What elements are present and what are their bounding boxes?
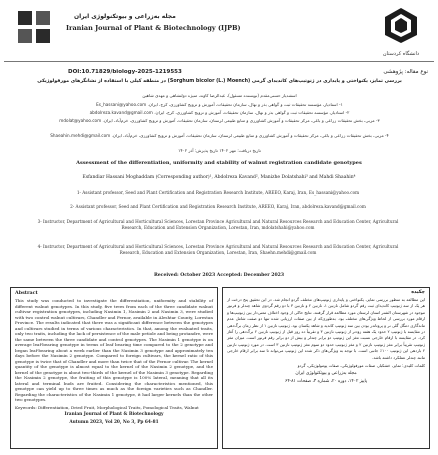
en-affiliation: 2- Assistant professor, Seed and Plant Certification and Registration Research Institute, AREEO, Karaj, Iran, abdolreza.kavand@gmail.com <box>70 204 366 209</box>
fa-dates: تاریخ دریافت: مهر ۱۴۰۲ تاریخ پذیرش: آذر ۱۴۰۲ <box>178 148 261 153</box>
abstract-en-box <box>10 287 218 449</box>
university-emblem-icon <box>381 5 421 45</box>
abstract-en-heading: Abstract <box>15 290 38 296</box>
abstract-fa-citation-issue: پاییز ۱۴۰۲، دوره ۲۰، شماره ۳، صفحات ۸۱-۶۴ <box>285 379 367 385</box>
en-authors: Esfandiar Hassani Moghaddam (Corresponding author)¹, Abdolreza Kavand², Manizhe Dolatshahi³ and Mahdi Shaahin⁴ <box>82 175 356 180</box>
abstract-en-citation-journal: Iranian Journal of Plant & Biotechnology <box>64 412 164 417</box>
abstract-en-keywords: Keywords: Differentiation, Dried Fruit, Morphological Traits, Pomological Traits, Walnut <box>15 404 199 410</box>
fa-affiliation: ۴- مربی، بخش تحقیقات زراعی و باغی، مرکز تحقیقات و آموزش کشاورزی و منابع طبیعی لرستان، سازمان تحقیقات، آموزش و ترویج کشاورزی، خرم‌آباد، ایران. Shaeahin.mehdi@gmail.com <box>50 133 389 138</box>
university-caption: دانشگاه کردستان <box>382 51 420 57</box>
doi: DOI:10.71829/biology-2025-1219553 <box>68 69 182 75</box>
abstract-fa-citation-journal: مجله به‌زراعی و بیوتکنولوژی ایران <box>295 371 357 377</box>
journal-header <box>4 3 434 61</box>
en-title: Assessment of the differentiation, uniformity and stability of walnut registration candidate genotypes <box>76 160 362 166</box>
header-divider <box>4 61 434 62</box>
abstract-fa-box <box>222 287 430 449</box>
journal-logo <box>18 11 52 45</box>
fa-affiliation: ۲- استادیار، مؤسسه تحقیقات ثبت و گواهی بذر و نهال، سازمان تحقیقات، آموزش و ترویج کشاورزی، کرج، ایران. abdolreza.kavand@gmail.com <box>89 110 350 115</box>
abstract-fa-heading: چکیده <box>411 290 425 295</box>
abstract-en-citation-issue: Autumn 2023, Vol 20, No 3, Pp 64-81 <box>69 420 159 425</box>
abstract-en-body: This study was conducted to investigate the differentiation, uniformity and stability of different walnut genotypes. In this study, five trees from each of the three candidate walnut cultivar registration genotypes, including Nasimin 1, Nasimin 2 and Nasimin 3, were studied with two control walnut cultivars, Chandler and Fernor, available in Aleshtar County, Lorestan Province. The results indicated that there was a significant difference between the genotypes and cultivars studied in terms of various characteristics. In that, among the evaluated traits, only two traits, including the lack of persistence of the male petiole and being protandre, were the same between the three candidate and control genotypes. The Nasimin 1 genotype is on average leaf-bearing genotype in terms of leaf bearing time compared to the 2 genotype and began leaf-bearing about a week earlier than the Nasimin 3 genotype and approximately ten days before the Nasimin 2 genotype. Compared to foreign cultivars, the kernel ratio of this genotype is twice that of Chandler and more than twice that of the Fernor cultivar. The kernel quantity of the genotype is almost equal to the kernel of the Nasimin 2 genotype, and the kernel of the genotype is about two-thirds of the kernel of the Nasimin 3 genotype. Regarding the Nasimin 2 genotype, the fruiting of this genotype is 100% lateral, meaning that all its lateral and terminal buds are fruited. Considering the characteristics mentioned, this genotype can yield up to three times as much as the foreign varieties such as Chandler. Regarding the characteristics of the Nasimin 1 genotype, it had larger kernels than the other two genotypes. <box>15 298 213 402</box>
fa-affiliation: ۱- استادیار، مؤسسه تحقیقات ثبت و گواهی بذر و نهال، سازمان تحقیقات، آموزش و ترویج کشاورزی، کرج، ایران. Es_hassani@yahoo.com <box>96 102 343 107</box>
article-type: نوع مقاله: پژوهشی <box>383 69 428 75</box>
abstract-fa-keywords: کلمات کلیدی: تمایز، خشکبار، صفات مورفولوژیکی، صفات پومولوژیکی، گردو <box>297 363 425 369</box>
journal-title-fa: مجله به‌زراعی و بیوتکنولوژی ایران <box>74 13 176 20</box>
en-affiliation: 1- Assistant professor, Seed and Plant Certification and Registration Research Institute, AREEO, Karaj, Iran, Es_hassani@yahoo.com <box>76 190 360 195</box>
en-affiliation: 4- Instructor, Department of Agricultural and Horticultural Sciences, Lorestan Province Agricultural and Natural Resources Research and Education Center, Agricultural Research, Education and Extension Organization, Lorestan, Iran, Shaehn.mehdi@gmail.com <box>37 244 399 256</box>
en-dates: Received: October 2023 Accepted: December 2023 <box>153 273 285 278</box>
fa-title: بررسی تمایز، یکنواختی و پایداری در ژنوتیپ‌های کاندیدای گرمی (Sorghum bicolor (L.) Moench) در منطقه کیلی با استفاده از نشانگرهای مورفولوژیکی <box>37 79 402 84</box>
fa-authors: اسفندیار حسنی‌مقدم (نویسنده مسئول)، عبدالرضا کاوند، منیژه دولتشاهی و مهدی شاهین <box>142 93 297 98</box>
journal-title-en: Iranian Journal of Plant & Biotechnology (IJPB) <box>66 24 241 32</box>
paper-page <box>4 3 434 451</box>
fa-affiliation: ۳- مربی، بخش تحقیقات زراعی و باغی، مرکز تحقیقات و آموزش کشاورزی و منابع طبیعی لرستان، سازمان تحقیقات، آموزش و ترویج کشاورزی، خرم‌آباد، ایران. mdolat@yahoo.com <box>59 118 380 123</box>
university-logo <box>378 5 424 57</box>
en-affiliation: 3- Instructor, Department of Agricultural and Horticultural Sciences, Lorestan Province Agricultural and Natural Resources Research and Education Center, Agricultural Research, Education and Extension Organization, Lorestan, Iran, mdolatshahi@yahoo.com <box>37 219 399 231</box>
abstract-fa-body: این مطالعه به منظور بررسی تمایز، یکنواختی و پایداری ژنوتیپ‌های مختلف گردو انجام شد. در این تحقیق پنج درخت از هر یک از سه ژنوتیپ کاندیدای ثبت رقم گردو شامل نازنین ۱، نازنین ۲ و نازنین ۳ با دو رقم گردوی شاهد چندلر و فرنور موجود در شهرستان الشتر استان لرستان مورد مطالعه قرار گرفتند. نتایج حاکی از وجود اختلاف معنی‌دار بین ژنوتیپ‌ها و ارقام مورد بررسی از لحاظ ویژگی‌های مختلف بود. به‌طوری‌که از بین صفات ارزیابی شده تنها دو صفت شامل عدم ماندگاری دمگل گلی نر و پروتاندر بودن بین سه ژنوتیپ کاندید و شاهد یکسان بود. ژنوتیپ نازنین ۱ از نظر زمان برگ‌دهی در مقایسه با ژنوتیپ ۲ حدود یک هفته زودتر از ژنوتیپ نازنین ۳ و تقریباً ده روز قبل از ژنوتیپ نازنین ۲ برگ‌دهی را آغاز کرد. در مقایسه با ارقام خارجی نسبت مغز این ژنوتیپ دو برابر چندلر و بیش از دو برابر رقم فرنور است. میزان مغز ژنوتیپ تقریباً برابر مغز ژنوتیپ نازنین ۲ و مغز ژنوتیپ حدود دو سوم مغز ژنوتیپ نازنین ۳ است. در مورد ژنوتیپ نازنین ۲ باردهی این ژنوتیپ ۱۰۰٪ جانبی است. با توجه به ویژگی‌های ذکر شده این ژنوتیپ می‌تواند تا سه برابر ارقام خارجی مانند چندلر عملکرد داشته باشد. <box>227 297 426 360</box>
